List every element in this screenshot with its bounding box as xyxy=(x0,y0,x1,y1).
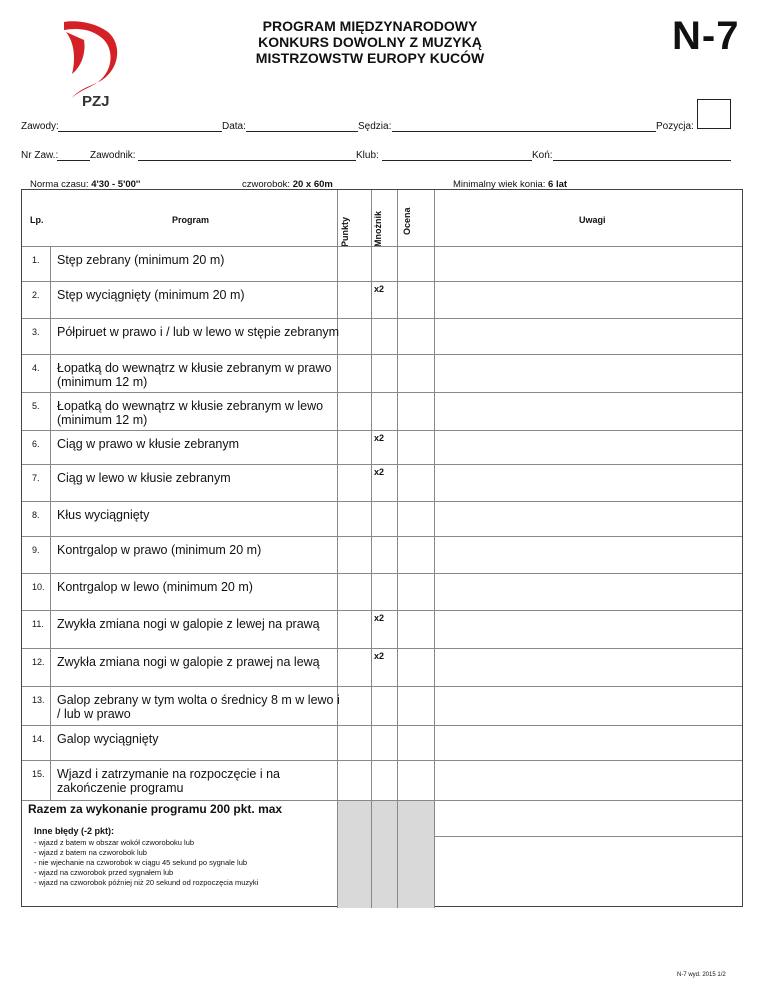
row-divider xyxy=(22,354,742,355)
row-number: 9. xyxy=(32,545,40,555)
shaded-cell xyxy=(398,836,434,908)
zawodnik-field[interactable] xyxy=(138,150,356,161)
row-program-text: Kontrgalop w lewo (minimum 20 m) xyxy=(57,580,253,594)
row-program-text: Ciąg w prawo w kłusie zebranym xyxy=(57,437,240,451)
row-number: 5. xyxy=(32,401,40,411)
row-number: 14. xyxy=(32,734,45,744)
row-divider xyxy=(22,648,742,649)
inne-bledy-item: - wjazd na czworobok później niż 20 sekund od rozpoczęcia muzyki xyxy=(34,878,259,887)
row-divider xyxy=(22,573,742,574)
inne-bledy-item: - wjazd na czworobok przed sygnałem lub xyxy=(34,868,174,877)
nr-zaw-label: Nr Zaw.: xyxy=(21,150,59,161)
row-number: 15. xyxy=(32,769,45,779)
program-code: N-7 xyxy=(672,14,740,58)
inne-bledy-title: Inne błędy (-2 pkt): xyxy=(34,826,115,836)
klub-label: Klub: xyxy=(356,150,379,161)
nr-zaw-field[interactable] xyxy=(57,150,90,161)
row-multiplier: x2 xyxy=(374,651,385,661)
title-line-3: MISTRZOWSTW EUROPY KUCÓW xyxy=(255,50,485,66)
row-number: 11. xyxy=(32,619,44,629)
shaded-cell xyxy=(398,801,434,836)
header-ocena: Ocena xyxy=(402,207,412,235)
data-field[interactable] xyxy=(246,121,358,132)
row-divider xyxy=(22,536,742,537)
header-uwagi: Uwagi xyxy=(579,215,606,225)
kon-field[interactable] xyxy=(553,150,731,161)
norma-czasu: Norma czasu: 4'30 - 5'00'' xyxy=(30,179,141,190)
shaded-cell xyxy=(338,801,371,908)
document-title xyxy=(200,18,540,66)
row-program-text: Galop wyciągnięty xyxy=(57,732,159,746)
pozycja-box[interactable] xyxy=(697,99,731,129)
title-line-1: PROGRAM MIĘDZYNARODOWY xyxy=(262,18,478,34)
column-divider xyxy=(50,246,51,800)
row-divider xyxy=(22,246,742,247)
row-program-text: Półpiruet w prawo i / lub w lewo w stępie zebranym xyxy=(57,325,340,339)
title-line-2: KONKURS DOWOLNY Z MUZYKĄ xyxy=(258,34,482,50)
zawodnik-label: Zawodnik: xyxy=(90,150,136,161)
row-divider xyxy=(22,281,742,282)
row-program-text: Ciąg w lewo w kłusie zebranym xyxy=(57,471,231,485)
row-divider xyxy=(22,610,742,611)
row-divider xyxy=(434,836,742,837)
row-program-text: Kontrgalop w prawo (minimum 20 m) xyxy=(57,543,262,557)
inne-bledy-item: - wjazd z batem w obszar wokół czworoboku lub xyxy=(34,838,195,847)
row-number: 7. xyxy=(32,473,40,483)
row-multiplier: x2 xyxy=(374,467,385,477)
row-program-text: Kłus wyciągnięty xyxy=(57,508,150,522)
row-program-text: Stęp zebrany (minimum 20 m) xyxy=(57,253,225,267)
zawody-field[interactable] xyxy=(58,121,222,132)
inne-bledy-item: - nie wjechanie na czworobok w ciągu 45 sekund po sygnale lub xyxy=(34,858,248,867)
razem-label: Razem za wykonanie programu 200 pkt. max xyxy=(28,802,283,816)
czworobok: czworobok: 20 x 60m xyxy=(242,179,333,190)
footer-edition: N-7 wyd. 2015 1/2 xyxy=(677,972,726,978)
header-program: Program xyxy=(172,215,210,225)
zawody-label: Zawody: xyxy=(21,121,59,132)
row-divider xyxy=(22,800,742,801)
row-divider xyxy=(22,501,742,502)
row-program-text: Wjazd i zatrzymanie na rozpoczęcie i na zakończenie programu xyxy=(57,767,281,795)
header-mnoznik: Mnożnik xyxy=(373,211,383,247)
row-number: 4. xyxy=(32,363,40,373)
row-program-text: Galop zebrany w tym wolta o średnicy 8 m w lewo i / lub w prawo xyxy=(57,693,340,721)
row-number: 6. xyxy=(32,439,40,449)
pozycja-label: Pozycja: xyxy=(656,121,694,132)
row-program-text: Stęp wyciągnięty (minimum 20 m) xyxy=(57,288,245,302)
row-program-text: Łopatką do wewnątrz w kłusie zebranym w prawo (minimum 12 m) xyxy=(57,361,332,389)
row-number: 13. xyxy=(32,695,45,705)
minimalny-wiek: Minimalny wiek konia: 6 lat xyxy=(453,179,568,190)
sedzia-label: Sędzia: xyxy=(358,121,392,132)
row-number: 10. xyxy=(32,582,45,592)
sedzia-field[interactable] xyxy=(392,121,656,132)
row-divider xyxy=(22,464,742,465)
score-table xyxy=(21,189,743,907)
row-multiplier: x2 xyxy=(374,284,385,294)
row-number: 1. xyxy=(32,255,40,265)
row-program-text: Zwykła zmiana nogi w galopie z lewej na prawą xyxy=(57,617,320,631)
row-program-text: Łopatką do wewnątrz w kłusie zebranym w lewo (minimum 12 m) xyxy=(57,399,324,427)
row-number: 3. xyxy=(32,327,40,337)
row-divider xyxy=(22,318,742,319)
row-number: 8. xyxy=(32,510,40,520)
row-program-text: Zwykła zmiana nogi w galopie z prawej na lewą xyxy=(57,655,320,669)
inne-bledy-item: - wjazd z batem na czworobok lub xyxy=(34,848,147,857)
row-number: 12. xyxy=(32,657,45,667)
klub-field[interactable] xyxy=(382,150,532,161)
kon-label: Koń: xyxy=(532,150,553,161)
row-number: 2. xyxy=(32,290,40,300)
row-multiplier: x2 xyxy=(374,433,385,443)
header-punkty: Punkty xyxy=(340,216,350,247)
data-label: Data: xyxy=(222,121,246,132)
row-divider xyxy=(22,430,742,431)
header-lp: Lp. xyxy=(30,215,44,225)
row-divider xyxy=(22,392,742,393)
pzj-logo xyxy=(56,18,136,110)
shaded-cell xyxy=(372,801,397,908)
row-divider xyxy=(22,725,742,726)
row-divider xyxy=(22,686,742,687)
row-multiplier: x2 xyxy=(374,613,385,623)
svg-text:PZJ: PZJ xyxy=(82,93,110,110)
row-divider xyxy=(22,760,742,761)
